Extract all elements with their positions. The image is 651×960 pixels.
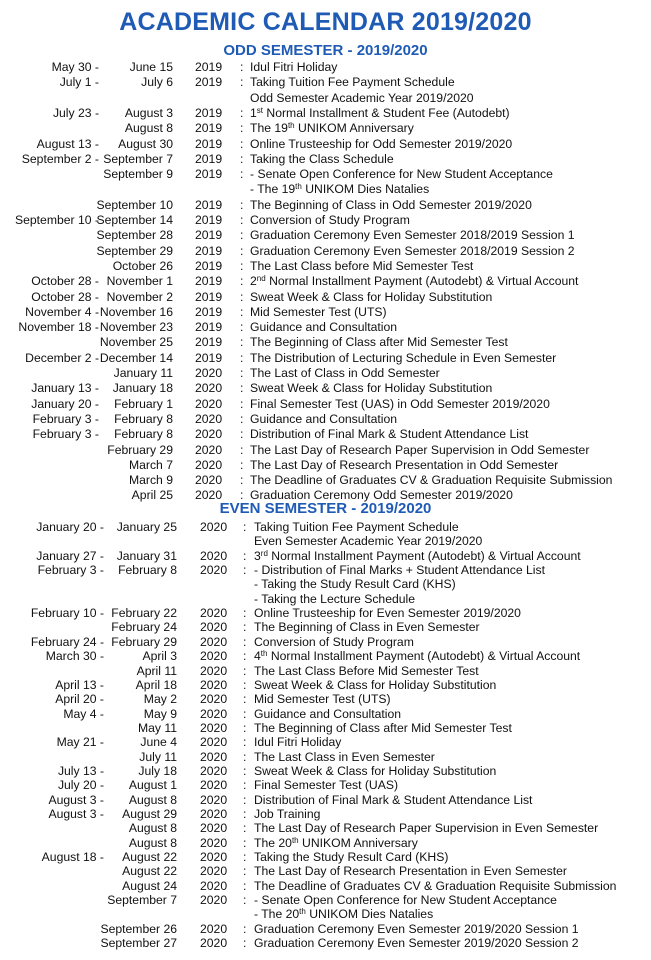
start-date: March 30 - [45,649,104,664]
event-description: The Last Class in Even Semester [254,749,435,764]
year: 2019 [195,228,223,243]
end-date: September 10 [96,197,173,212]
end-date: April 18 [135,677,177,692]
event-description: - The 19th UNIKOM Dies Natalies [250,182,430,197]
event-description: The 19th UNIKOM Anniversary [250,121,414,136]
end-date: February 24 [111,620,177,635]
event-description: Distribution of Final Mark & Student Attendance List [250,427,529,442]
end-date: March 9 [128,473,173,488]
start-date: February 24 - [30,634,104,649]
separator-colon: : [243,520,247,534]
event-description: The Deadline of Graduates CV & Graduation Requisite Submission [250,473,613,488]
event-description: Guidance and Consultation [250,320,398,335]
event-description: Online Trusteeship for Even Semester 2019/2020 [254,606,521,621]
start-date: April 13 - [55,677,104,692]
year: 2019 [195,289,223,304]
event-description: Final Semester Test (UAS) in Odd Semester 2019/2020 [250,396,550,411]
end-date: August 30 [118,136,173,151]
year: 2020 [200,520,228,534]
start-date: February 3 - [32,411,99,426]
start-date: August 18 - [41,850,104,865]
end-date: August 8 [128,835,177,850]
separator-colon: : [240,274,244,289]
event-description: Idul Fitri Holiday [254,735,342,750]
start-date: July 13 - [57,763,104,778]
start-date: July 20 - [57,778,104,793]
event-description: Mid Semester Test (UTS) [250,304,387,319]
year: 2020 [200,850,228,865]
end-date: September 29 [96,243,173,258]
end-date: November 23 [99,320,173,335]
year: 2020 [200,548,228,563]
end-date: August 8 [128,792,177,807]
end-date: January 25 [116,520,177,534]
end-date: November 1 [106,274,173,289]
end-date: August 8 [128,821,177,836]
event-description: The Beginning of Class in Even Semester [254,620,480,635]
separator-colon: : [243,634,247,649]
separator-colon: : [243,893,247,908]
event-description: - Taking the Lecture Schedule [254,591,416,606]
separator-colon: : [240,105,244,120]
event-description: The Beginning of Class after Mid Semester Test [254,720,512,735]
separator-colon: : [243,735,247,750]
event-description: The Last Day of Research Presentation in Even Semester [254,864,567,879]
separator-colon: : [243,807,247,821]
year: 2020 [195,366,223,380]
event-description: The Beginning of Class after Mid Semester Test [250,335,508,350]
separator-colon: : [243,548,247,563]
event-description: Final Semester Test (UAS) [254,778,399,793]
separator-colon: : [240,396,244,411]
start-date: September 2 - [21,151,99,166]
year: 2019 [195,350,223,365]
separator-colon: : [240,366,244,380]
event-description: Even Semester Academic Year 2019/2020 [254,534,483,549]
start-date: August 3 - [48,792,104,807]
year: 2020 [200,606,228,621]
event-description: Sweat Week & Class for Holiday Substitution [250,289,493,304]
start-date: July 1 - [59,75,99,90]
separator-colon: : [243,692,247,707]
year: 2019 [195,60,223,74]
start-date: May 4 - [63,706,104,721]
separator-colon: : [240,457,244,472]
separator-colon: : [243,835,247,850]
event-description: Conversion of Study Program [254,634,414,649]
year: 2020 [200,720,228,735]
year: 2020 [195,442,223,457]
event-description: Conversion of Study Program [250,213,410,227]
end-date: November 16 [99,304,173,319]
event-description: The Deadline of Graduates CV & Graduation Requisite Submission [254,878,617,893]
end-date: November 25 [99,335,173,350]
start-date: November 18 - [18,320,99,335]
end-date: August 1 [128,778,177,793]
start-date: August 13 - [36,136,99,151]
end-date: December 14 [99,350,173,365]
start-date: November 4 - [25,304,99,319]
year: 2020 [200,663,228,678]
separator-colon: : [240,442,244,457]
separator-colon: : [240,167,244,182]
end-date: September 26 [100,921,177,936]
separator-colon: : [240,411,244,426]
event-description: - Taking the Study Result Card (KHS) [254,577,456,592]
start-date: February 10 - [30,606,104,621]
end-date: February 8 [118,563,177,578]
end-date: July 18 [138,763,177,778]
start-date: May 21 - [56,735,104,750]
start-date: December 2 - [25,350,99,365]
event-description: Guidance and Consultation [254,706,402,721]
year: 2019 [195,335,223,350]
event-description: Job Training [254,807,321,821]
separator-colon: : [240,488,244,503]
separator-colon: : [240,136,244,151]
start-date: February 3 - [32,427,99,442]
start-date: October 28 - [31,274,99,289]
end-date: January 11 [113,366,173,380]
start-date: January 13 - [31,381,99,396]
event-description: Sweat Week & Class for Holiday Substitution [254,763,497,778]
event-description: Graduation Ceremony Odd Semester 2019/2020 [250,488,513,503]
event-description: Taking Tuition Fee Payment Schedule [250,75,455,90]
year: 2019 [195,320,223,335]
end-date: September 27 [100,936,177,951]
year: 2020 [195,473,223,488]
year: 2020 [200,864,228,879]
year: 2020 [195,396,223,411]
separator-colon: : [240,197,244,212]
separator-colon: : [243,792,247,807]
year: 2019 [195,167,223,182]
event-description: The Last Class before Mid Semester Test [250,258,474,273]
separator-colon: : [243,749,247,764]
year: 2019 [195,136,223,151]
separator-colon: : [240,151,244,166]
event-description: - Distribution of Final Marks + Student Attendance List [254,563,545,578]
separator-colon: : [240,258,244,273]
year: 2020 [195,457,223,472]
year: 2020 [195,381,223,396]
year: 2020 [200,835,228,850]
event-description: The Last Day of Research Presentation in Odd Semester [250,457,559,472]
separator-colon: : [240,381,244,396]
event-description: 1st Normal Installment & Student Fee (Autodebt) [250,105,510,120]
end-date: February 22 [111,606,177,621]
start-date: February 3 - [37,563,104,578]
year: 2019 [195,151,223,166]
event-description: Graduation Ceremony Even Semester 2018/2019 Session 2 [250,243,575,258]
year: 2020 [200,649,228,664]
separator-colon: : [240,473,244,488]
year: 2020 [200,921,228,936]
year: 2020 [200,634,228,649]
separator-colon: : [240,304,244,319]
event-description: The 20th UNIKOM Anniversary [254,835,418,850]
year: 2019 [195,258,223,273]
end-date: June 15 [129,60,173,74]
year: 2020 [195,427,223,442]
end-date: September 9 [103,167,173,182]
event-description: The Last Day of Research Paper Supervision in Odd Semester [250,442,590,457]
event-description: Graduation Ceremony Even Semester 2019/2020 Session 2 [254,936,579,951]
year: 2020 [200,735,228,750]
end-date: July 11 [139,749,177,764]
start-date: July 23 - [52,105,99,120]
end-date: August 3 [124,105,173,120]
separator-colon: : [243,850,247,865]
separator-colon: : [240,427,244,442]
event-description: The Last of Class in Odd Semester [250,366,440,380]
event-description: Mid Semester Test (UTS) [254,692,391,707]
separator-colon: : [243,763,247,778]
year: 2020 [195,488,223,503]
start-date: September 10 - [14,213,99,227]
end-date: September 28 [96,228,173,243]
year: 2020 [200,778,228,793]
separator-colon: : [240,350,244,365]
start-date: January 20 - [31,396,99,411]
event-description: The Last Day of Research Paper Supervision in Even Semester [254,821,599,836]
event-description: Online Trusteeship for Odd Semester 2019/2020 [250,136,513,151]
year: 2020 [200,878,228,893]
year: 2020 [200,763,228,778]
end-date: July 6 [141,75,173,90]
separator-colon: : [243,921,247,936]
start-date: October 28 - [31,289,99,304]
year: 2019 [195,274,223,289]
end-date: September 7 [103,151,173,166]
separator-colon: : [240,228,244,243]
end-date: May 9 [143,706,177,721]
separator-colon: : [240,320,244,335]
year: 2019 [195,213,223,227]
year: 2020 [200,706,228,721]
end-date: May 2 [143,692,177,707]
start-date: January 27 - [36,548,104,563]
event-description: Sweat Week & Class for Holiday Substitution [250,381,493,396]
year: 2019 [195,243,223,258]
odd-semester-header: ODD SEMESTER - 2019/2020 [223,42,428,59]
event-description: 3rd Normal Installment Payment (Autodebt) & Virtual Account [254,548,581,563]
separator-colon: : [243,706,247,721]
separator-colon: : [240,335,244,350]
end-date: August 22 [122,864,177,879]
separator-colon: : [243,606,247,621]
end-date: August 29 [122,807,177,821]
even-semester-header: EVEN SEMESTER - 2019/2020 [219,500,432,517]
end-date: February 29 [107,442,173,457]
separator-colon: : [243,878,247,893]
year: 2020 [200,677,228,692]
start-date: August 3 - [48,807,104,821]
end-date: October 26 [112,258,173,273]
end-date: February 8 [114,427,173,442]
separator-colon: : [243,936,247,951]
separator-colon: : [240,75,244,90]
end-date: January 31 [116,548,177,563]
end-date: April 25 [131,488,173,503]
event-description: Odd Semester Academic Year 2019/2020 [250,90,474,105]
separator-colon: : [243,563,247,578]
end-date: August 22 [122,850,177,865]
end-date: February 8 [114,411,173,426]
end-date: April 3 [142,649,177,664]
event-description: Taking the Class Schedule [250,151,394,166]
start-date: January 20 - [36,520,104,534]
end-date: September 7 [107,893,177,908]
end-date: September 14 [96,213,173,227]
year: 2019 [195,197,223,212]
year: 2020 [200,807,228,821]
event-description: The Last Class Before Mid Semester Test [254,663,479,678]
separator-colon: : [243,864,247,879]
start-date: April 20 - [55,692,104,707]
end-date: February 29 [111,634,177,649]
page-title: ACADEMIC CALENDAR 2019/2020 [119,8,532,36]
year: 2020 [200,792,228,807]
end-date: February 1 [114,396,173,411]
year: 2019 [195,75,223,90]
separator-colon: : [243,677,247,692]
event-description: Idul Fitri Holiday [250,60,338,74]
year: 2020 [195,411,223,426]
separator-colon: : [240,289,244,304]
year: 2019 [195,121,223,136]
end-date: June 4 [140,735,177,750]
year: 2020 [200,620,228,635]
event-description: - Senate Open Conference for New Student Acceptance [254,893,557,908]
year: 2019 [195,304,223,319]
event-description: Taking Tuition Fee Payment Schedule [254,520,459,534]
event-description: Guidance and Consultation [250,411,398,426]
event-description: Graduation Ceremony Even Semester 2019/2020 Session 1 [254,921,579,936]
separator-colon: : [240,121,244,136]
event-description: 2nd Normal Installment Payment (Autodebt) & Virtual Account [250,274,579,289]
end-date: November 2 [106,289,173,304]
separator-colon: : [243,620,247,635]
year: 2020 [200,692,228,707]
end-date: August 24 [122,878,177,893]
year: 2020 [200,893,228,908]
end-date: April 11 [136,663,177,678]
separator-colon: : [243,821,247,836]
event-description: 4th Normal Installment Payment (Autodebt) & Virtual Account [254,649,581,664]
end-date: January 18 [112,381,173,396]
end-date: May 11 [137,720,177,735]
event-description: Graduation Ceremony Even Semester 2018/2019 Session 1 [250,228,575,243]
end-date: August 8 [124,121,173,136]
start-date: May 30 - [51,60,99,74]
separator-colon: : [243,720,247,735]
end-date: March 7 [128,457,173,472]
separator-colon: : [240,60,244,74]
year: 2019 [195,105,223,120]
year: 2020 [200,749,228,764]
separator-colon: : [243,649,247,664]
year: 2020 [200,563,228,578]
event-description: The Beginning of Class in Odd Semester 2019/2020 [250,197,532,212]
event-description: The Distribution of Lecturing Schedule in Even Semester [250,350,557,365]
year: 2020 [200,821,228,836]
event-description: - The 20th UNIKOM Dies Natalies [254,907,434,922]
separator-colon: : [243,663,247,678]
event-description: - Senate Open Conference for New Student Acceptance [250,167,553,182]
event-description: Sweat Week & Class for Holiday Substitution [254,677,497,692]
separator-colon: : [240,243,244,258]
event-description: Distribution of Final Mark & Student Attendance List [254,792,533,807]
year: 2020 [200,936,228,951]
separator-colon: : [243,778,247,793]
event-description: Taking the Study Result Card (KHS) [254,850,449,865]
separator-colon: : [240,213,244,227]
